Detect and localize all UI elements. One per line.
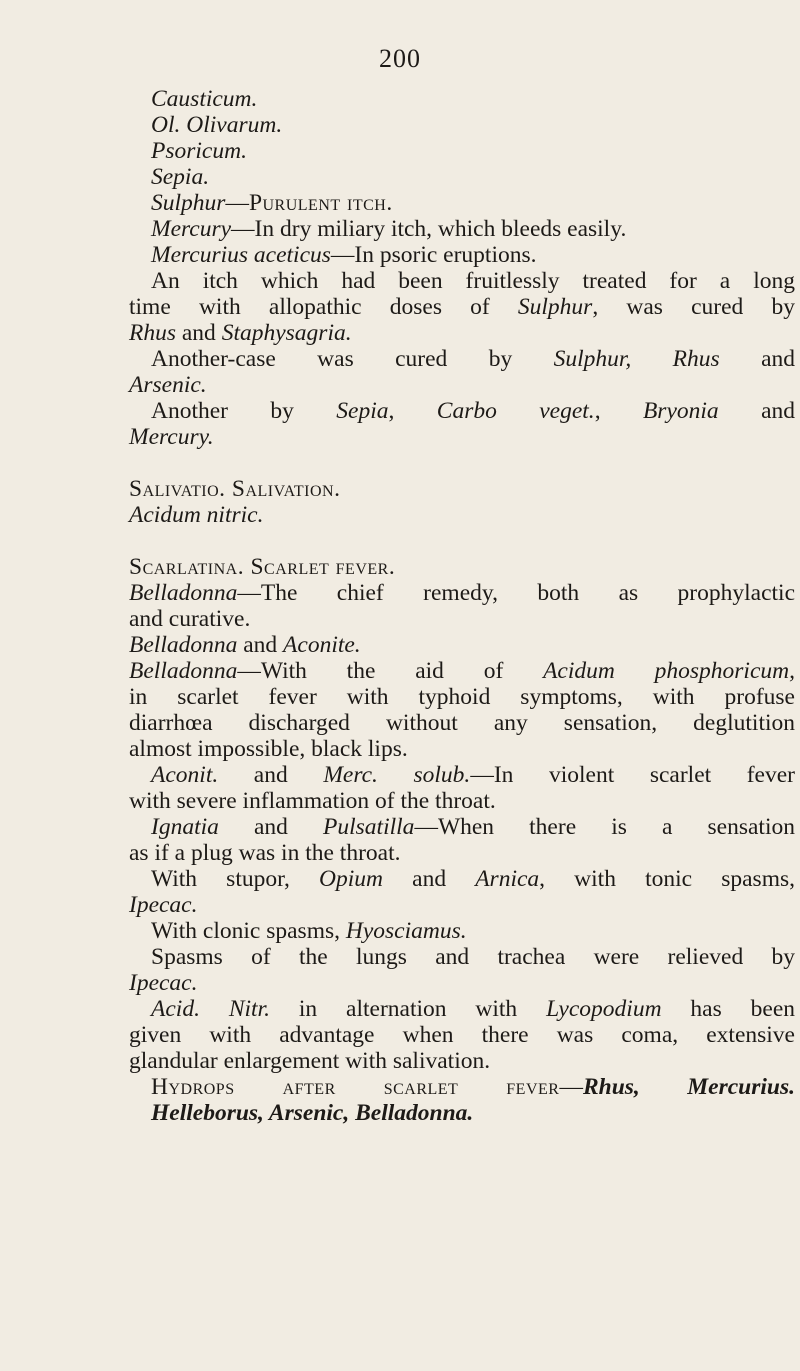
body-text: —In violent scarlet fever	[470, 762, 795, 788]
text-line	[129, 658, 795, 684]
text-line	[129, 918, 795, 944]
text-line	[129, 216, 795, 242]
body-text: almost impossible, black lips.	[129, 736, 408, 762]
text-line	[129, 398, 795, 424]
remedy-name: Causticum.	[151, 86, 258, 112]
body-text: —In dry miliary itch, which bleeds easily.	[231, 216, 627, 242]
remedy-name: Helleborus, Arsenic, Belladonna.	[151, 1100, 474, 1126]
remedy-name: Belladonna	[129, 580, 238, 606]
text-line	[129, 242, 795, 268]
body-text: and	[218, 762, 324, 788]
remedy-name: Acid. Nitr.	[151, 996, 270, 1022]
remedy-name: Mercury	[151, 216, 232, 242]
remedy-name: Pulsatilla	[323, 814, 415, 840]
text-line	[129, 346, 795, 372]
body-text: with severe inflammation of the throat.	[129, 788, 496, 814]
remedy-name: Rhus	[129, 320, 176, 346]
body-text: —	[559, 1074, 583, 1100]
body-text: , was cured by	[592, 294, 795, 320]
text-line	[129, 788, 795, 814]
body-text: —With the aid of	[237, 658, 544, 684]
section-gap	[129, 450, 795, 476]
text-line	[129, 632, 795, 658]
text-line	[129, 606, 795, 632]
remedy-name: Sulphur	[151, 190, 226, 216]
body-text: , with tonic spasms,	[539, 866, 795, 892]
text-line	[129, 944, 795, 970]
remedy-name: Carbo veget.	[436, 398, 595, 424]
remedy-name: Arsenic.	[129, 372, 207, 398]
section-gap	[129, 528, 795, 554]
body-text: —The chief remedy, both as prophylactic	[237, 580, 795, 606]
text-line	[129, 164, 795, 190]
text-line	[129, 736, 795, 762]
remedy-name: Ignatia	[151, 814, 219, 840]
remedy-name: Arnica	[475, 866, 540, 892]
body-text: as if a plug was in the throat.	[129, 840, 401, 866]
remedy-name: Aconit.	[151, 762, 219, 788]
heading-text: Purulent itch.	[248, 190, 393, 216]
body-text: and curative.	[129, 606, 251, 632]
heading-text: Hydrops after scarlet fever	[151, 1074, 560, 1100]
text-line	[129, 294, 795, 320]
body-text: —In psoric eruptions.	[330, 242, 537, 268]
remedy-name: Psoricum.	[151, 138, 247, 164]
remedy-name: Ol. Olivarum.	[151, 112, 283, 138]
text-line	[129, 1022, 795, 1048]
body-text: and	[218, 814, 324, 840]
text-line	[129, 684, 795, 710]
heading-text: Scarlatina. Scarlet fever.	[129, 554, 396, 580]
body-text: Another by	[151, 398, 337, 424]
body-text: diarrhœa discharged without any sensation, deglutition	[129, 710, 795, 736]
remedy-name: Mercury.	[129, 424, 214, 450]
body-text: time with allopathic doses of	[129, 294, 518, 320]
remedy-name: Lycopodium	[546, 996, 662, 1022]
remedy-name: Ipecac.	[129, 970, 198, 996]
body-text: has been	[661, 996, 796, 1022]
remedy-name: Opium	[319, 866, 383, 892]
body-text: Spasms of the lungs and trachea were relieved by	[151, 944, 795, 970]
text-line	[129, 866, 795, 892]
remedy-name: Aconite.	[283, 632, 361, 658]
remedy-name: Sulphur, Rhus	[553, 346, 720, 372]
body-text: An itch which had been fruitlessly treated for a long	[151, 268, 795, 294]
remedy-name: Sepia.	[151, 164, 210, 190]
body-text: and	[718, 398, 795, 424]
remedy-name: Sepia	[336, 398, 389, 424]
text-line	[129, 476, 795, 502]
body-text: and	[383, 866, 476, 892]
text-line	[129, 996, 795, 1022]
text-line	[129, 372, 795, 398]
text-line	[129, 1048, 795, 1074]
text-line	[129, 840, 795, 866]
text-line	[129, 86, 795, 112]
heading-text: Salivatio. Salivation.	[129, 476, 341, 502]
text-line	[129, 268, 795, 294]
remedy-name: Belladonna	[129, 658, 238, 684]
text-line	[129, 762, 795, 788]
text-line	[129, 1100, 795, 1126]
body-text: Another-case was cured by	[151, 346, 554, 372]
body-text: —When there is a sensation	[414, 814, 795, 840]
body-text: —	[225, 190, 249, 216]
body-text: ,	[594, 398, 643, 424]
body-text: and	[719, 346, 796, 372]
remedy-name: Staphysagria.	[221, 320, 352, 346]
text-line	[129, 814, 795, 840]
remedy-name: Acidum phosphoricum,	[543, 658, 795, 684]
text-line	[129, 138, 795, 164]
remedy-name: Sulphur	[517, 294, 593, 320]
remedy-name: Belladonna	[129, 632, 238, 658]
text-line	[129, 580, 795, 606]
text-line	[129, 970, 795, 996]
body-text: and	[176, 320, 222, 346]
text-line	[129, 320, 795, 346]
page-body	[129, 86, 795, 1126]
text-line	[129, 892, 795, 918]
body-text: in scarlet fever with typhoid symptoms, with profuse	[129, 684, 795, 710]
text-line	[129, 710, 795, 736]
remedy-name: Acidum nitric.	[129, 502, 264, 528]
body-text: With clonic spasms,	[151, 918, 346, 944]
body-text: With stupor,	[151, 866, 320, 892]
text-line	[129, 112, 795, 138]
remedy-name: Merc. solub.	[323, 762, 471, 788]
remedy-name: Ipecac.	[129, 892, 198, 918]
remedy-name: Mercurius aceticus	[151, 242, 331, 268]
text-line	[129, 1074, 795, 1100]
text-line	[129, 190, 795, 216]
remedy-name: Bryonia	[642, 398, 719, 424]
text-line	[129, 554, 795, 580]
body-text: and	[237, 632, 284, 658]
text-line	[129, 502, 795, 528]
body-text: in alternation with	[269, 996, 547, 1022]
body-text: glandular enlargement with salivation.	[129, 1048, 491, 1074]
page-number: 200	[379, 44, 421, 73]
remedy-name: Rhus, Mercurius.	[582, 1074, 795, 1100]
text-line	[129, 424, 795, 450]
remedy-name: Hyosciamus.	[345, 918, 467, 944]
body-text: ,	[388, 398, 437, 424]
body-text: given with advantage when there was coma, extensive	[129, 1022, 795, 1048]
